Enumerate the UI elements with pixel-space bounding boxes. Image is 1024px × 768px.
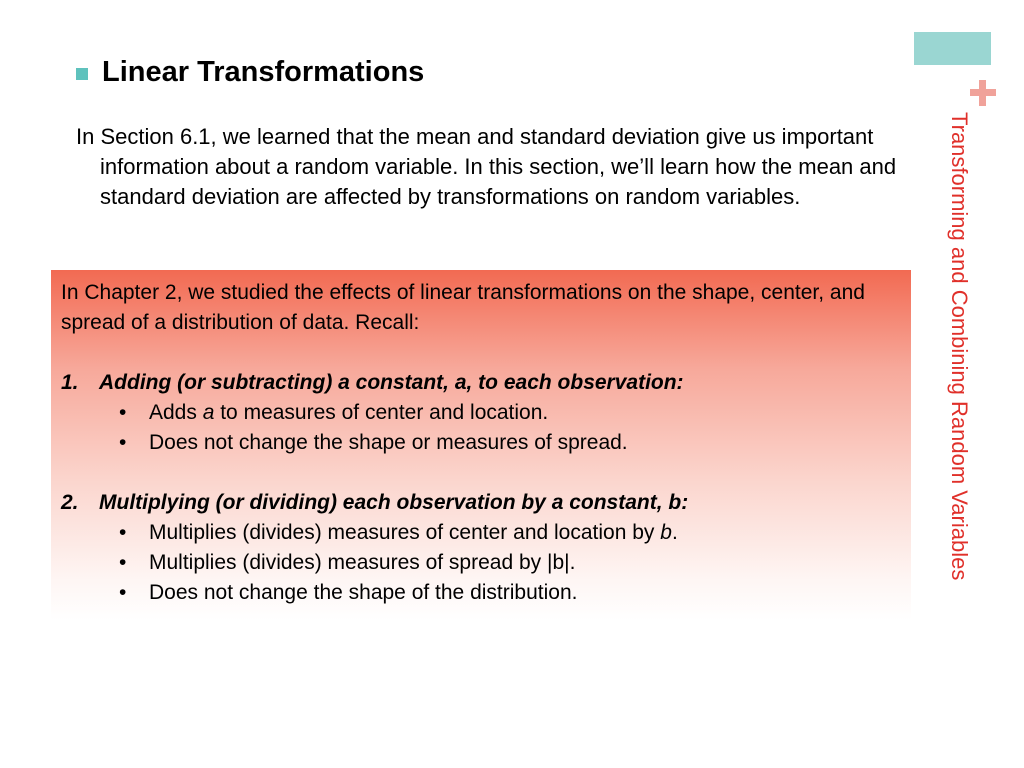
bullet-text: Does not change the shape or measures of spread.	[149, 431, 628, 454]
heading-text: Linear Transformations	[102, 56, 425, 88]
bullet-dot-icon: •	[119, 401, 127, 424]
bullet-text-pre: Multiplies (divides) measures of center and location by	[149, 521, 661, 544]
sub-bullet	[61, 398, 901, 428]
sub-bullet	[61, 578, 901, 608]
bullet-text-post: to measures of center and location.	[214, 401, 549, 424]
bullet-text-pre: Adds	[149, 401, 203, 424]
bullet-text: Multiplies (divides) measures of spread by |b|.	[149, 551, 576, 574]
item-title: Multiplying (or dividing) each observation by a constant, b:	[99, 491, 689, 514]
sub-bullet-list	[61, 398, 901, 458]
bullet-text-post: .	[671, 521, 678, 544]
list-item-1	[61, 368, 901, 458]
list-item-2	[61, 488, 901, 608]
bullet-text-italic: a	[202, 401, 215, 424]
intro-paragraph: In Section 6.1, we learned that the mean and standard deviation give us important information about a random variable. In this section, we’ll learn how the mean and standard deviation are affected by transformations on random variables.	[76, 124, 897, 209]
side-title: Transforming and Combining Random Variables	[947, 112, 972, 581]
bullet-text: Does not change the shape of the distribution.	[149, 581, 578, 604]
plus-icon	[968, 78, 998, 108]
sub-bullet	[61, 548, 901, 578]
recall-box	[51, 270, 911, 620]
bullet-text-italic: b	[660, 521, 672, 544]
item-title: Adding (or subtracting) a constant, a, to each observation:	[99, 371, 684, 394]
square-bullet-icon	[76, 68, 88, 80]
accent-block	[914, 32, 991, 65]
recall-intro: In Chapter 2, we studied the effects of linear transformations on the shape, center, and spread of a distribution of data. Recall:	[61, 281, 865, 334]
sub-bullet	[61, 428, 901, 458]
slide-heading	[76, 56, 424, 89]
bullet-dot-icon: •	[119, 581, 127, 604]
bullet-dot-icon: •	[119, 521, 127, 544]
item-number: 1.	[61, 371, 79, 394]
bullet-dot-icon: •	[119, 551, 127, 574]
sub-bullet	[61, 518, 901, 548]
bullet-dot-icon: •	[119, 431, 127, 454]
item-number: 2.	[61, 491, 79, 514]
sub-bullet-list	[61, 518, 901, 608]
